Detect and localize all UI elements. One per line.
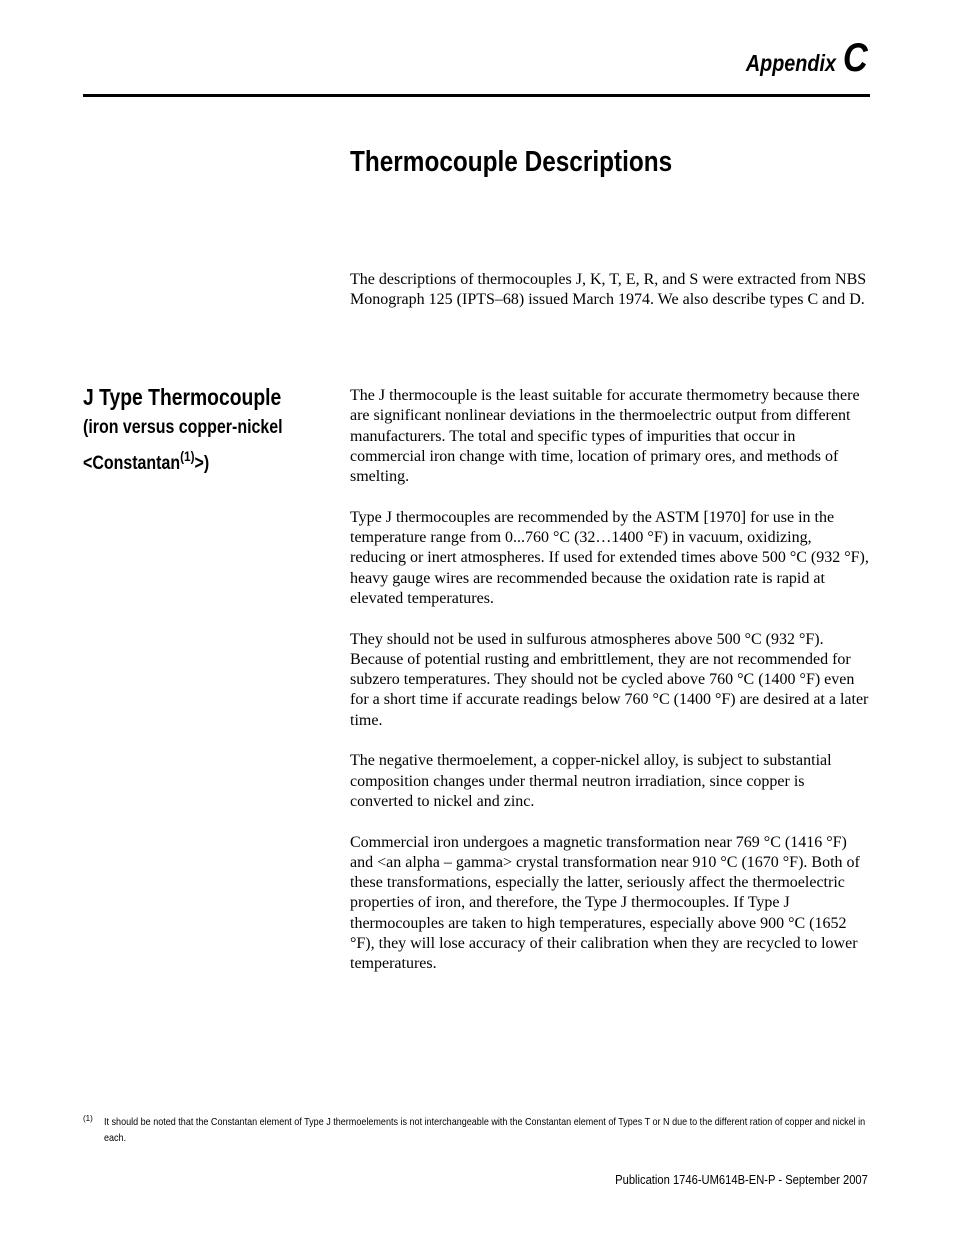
body-paragraph: Type J thermocouples are recommended by the ASTM [1970] for use in the temperature range from 0...760 °C (32…1400 °F) in vacuum, oxidizing, reducing or inert atmospheres. If used for extended times above 500 °C (932 °F), heavy gauge wires are recommended because the oxidation rate is rapid at elevated temperatures. — [350, 508, 869, 607]
appendix-header — [746, 36, 868, 81]
section-title: J Type Thermocouple — [83, 384, 282, 410]
footnote-reference: (1) — [180, 448, 195, 464]
section-subtitle-line1: (iron versus copper-nickel — [83, 417, 283, 438]
section-subtitle-suffix: >) — [194, 453, 210, 474]
appendix-label: Appendix — [746, 50, 837, 76]
body-paragraph: The J thermocouple is the least suitable for accurate thermometry because there are significant nonlinear deviations in the thermoelectric output from different manufacturers. The total and specific types of impurities that occur in commercial iron change with time, location of primary ores, and methods of smelting. — [350, 387, 860, 486]
intro-paragraph: The descriptions of thermocouples J, K, T, E, R, and S were extracted from NBS Monograph 125 (IPTS–68) issued March 1974. We also describe types C and D. — [350, 271, 867, 309]
page-title: Thermocouple Descriptions — [350, 146, 673, 178]
body-paragraph: The negative thermoelement, a copper-nickel alloy, is subject to substantial composition changes under thermal neutron irradiation, since copper is converted to nickel and zinc. — [350, 752, 832, 810]
header-rule — [83, 94, 870, 97]
publication-footer: Publication 1746-UM614B-EN-P - September 2007 — [615, 1172, 868, 1187]
section-heading — [83, 384, 343, 478]
appendix-letter: C — [843, 36, 868, 80]
body-paragraph: They should not be used in sulfurous atmospheres above 500 °C (932 °F). Because of potential rusting and embrittlement, they are not recommended for subzero temperatures. They should not be cycled above 760 °C (1400 °F) even for a short time if accurate readings below 760 °C (1400 °F) are desired at a later time. — [350, 630, 869, 729]
section-body — [350, 386, 870, 995]
section-subtitle — [83, 414, 301, 478]
body-paragraph: Commercial iron undergoes a magnetic transformation near 769 °C (1416 °F) and <an alpha – gamma> crystal transformation near 910 °C (1670 °F). Both of these transformations, especially the latter, seriously affect the thermoelectric properties of iron, and therefore, the Type J thermocouples. If Type J thermocouples are taken to high temperatures, especially above 900 °C (1652 °F), they will lose accuracy of their calibration when they are recycled to lower temperatures. — [350, 833, 860, 973]
footnote-text: It should be noted that the Constantan element of Type J thermoelements is not interchangeable with the Constantan element of Types T or N due to the different ration of copper and nickel in each. — [104, 1116, 866, 1144]
footnote — [83, 1114, 873, 1146]
section-subtitle-prefix: <Constantan — [83, 453, 181, 474]
footnote-marker: (1) — [83, 1114, 93, 1123]
